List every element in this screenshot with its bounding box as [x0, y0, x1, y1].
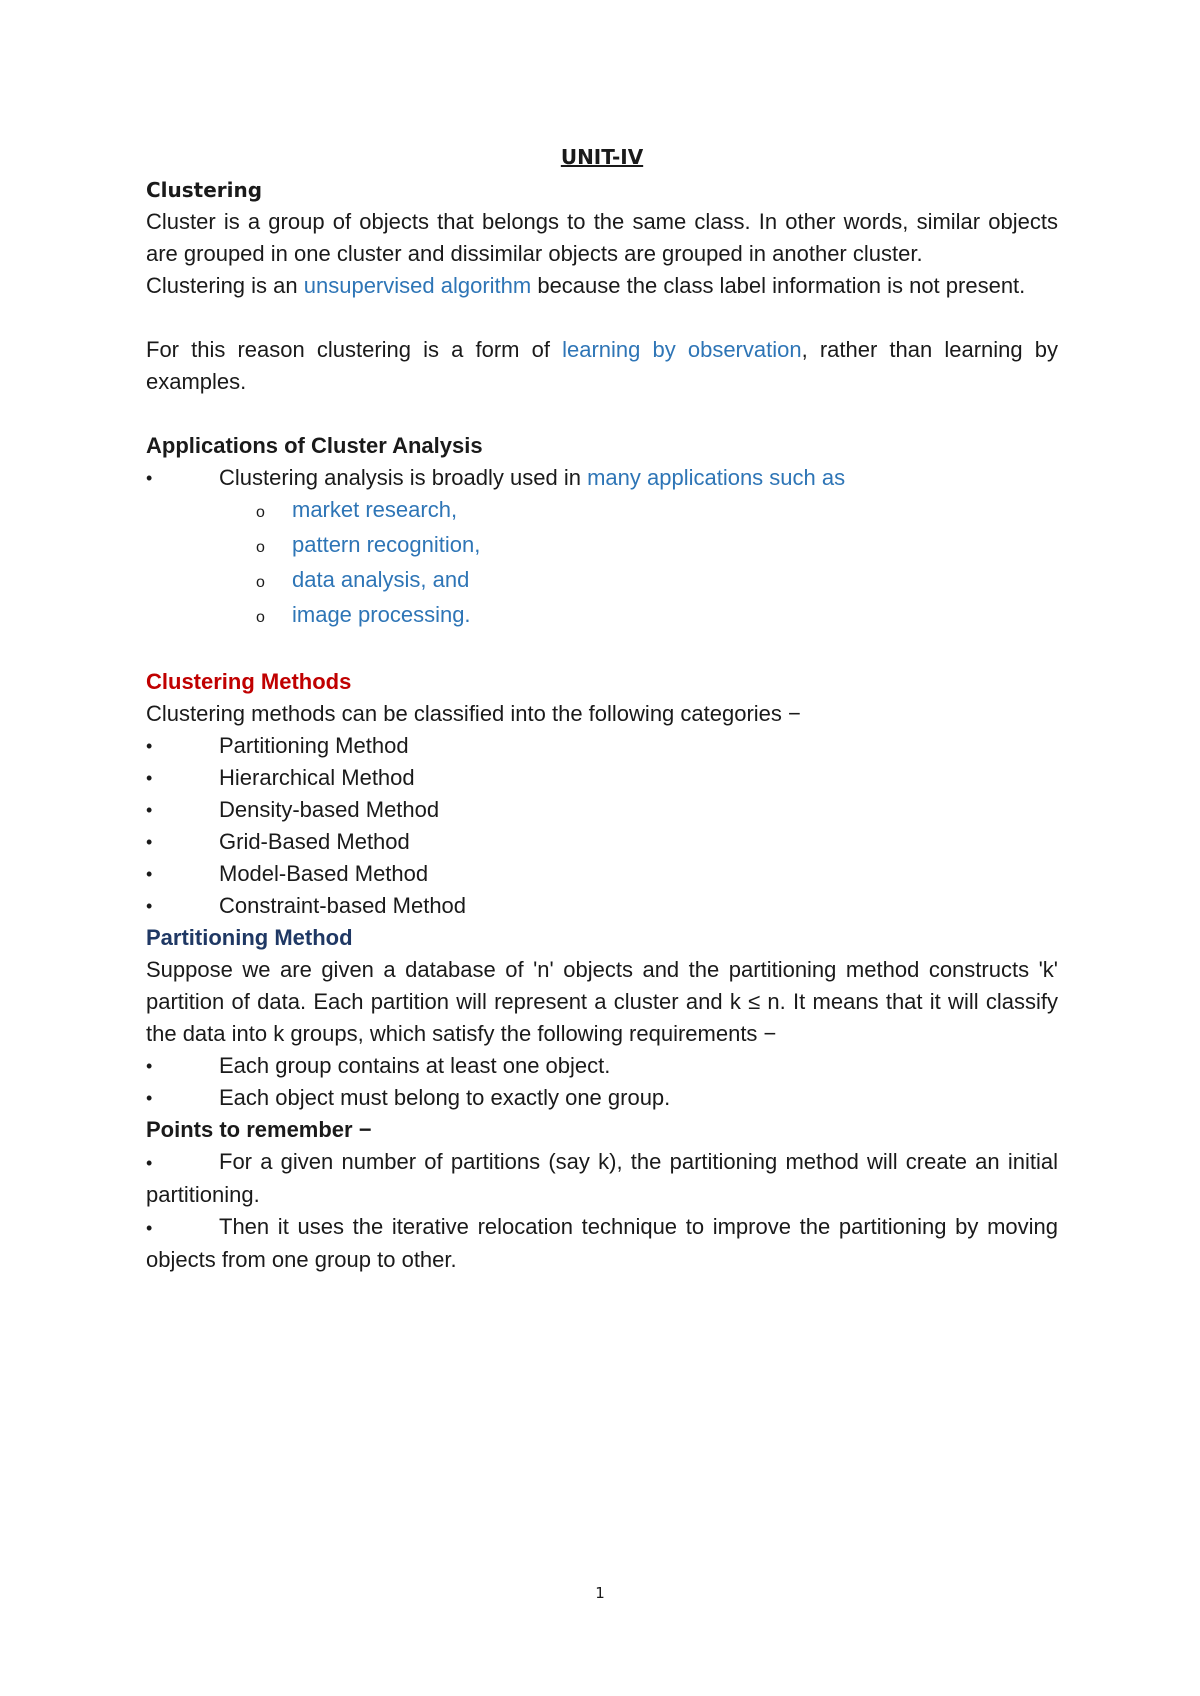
application-pattern-recognition-link[interactable]: pattern recognition, [292, 532, 481, 557]
bullet-marker: • [146, 768, 153, 788]
clustering-observation-paragraph: For this reason clustering is a form of learning by observation, rather than learning by examples. [146, 337, 1058, 394]
many-applications-link[interactable]: many applications such as [587, 465, 846, 490]
bullet-marker: • [146, 800, 153, 820]
application-image-processing-link[interactable]: image processing. [292, 602, 471, 627]
method-list-item: • Constraint-based Method [146, 890, 1058, 922]
applications-heading: Applications of Cluster Analysis [146, 433, 483, 458]
method-list-item: • Grid-Based Method [146, 826, 1058, 858]
clustering-definition: Cluster is a group of objects that belongs to the same class. In other words, similar objects are grouped in one cluster and dissimilar objects are grouped in another cluster. [146, 209, 1058, 266]
bullet-marker: • [146, 468, 153, 488]
application-market-research-link[interactable]: market research, [292, 497, 458, 522]
method-list-item: • Model-Based Method [146, 858, 1058, 890]
bullet-marker: • [146, 736, 153, 756]
point-list-item: • Then it uses the iterative relocation technique to improve the partitioning by moving objects from one group to other. [146, 1214, 1058, 1272]
requirement-list-item: • Each group contains at least one object. [146, 1050, 1058, 1082]
learning-by-observation-link[interactable]: learning by observation [562, 337, 802, 362]
method-list-item: • Partitioning Method [146, 730, 1058, 762]
bullet-marker: • [146, 1218, 153, 1238]
application-sub-item [146, 494, 1058, 529]
method-list-item: • Hierarchical Method [146, 762, 1058, 794]
method-list-item: • Density-based Method [146, 794, 1058, 826]
application-data-analysis-link[interactable]: data analysis, and [292, 567, 470, 592]
clustering-methods-heading: Clustering Methods [146, 669, 352, 694]
application-sub-item [146, 564, 1058, 599]
partitioning-description: Suppose we are given a database of 'n' objects and the partitioning method constructs 'k' partition of data. Each partition will represent a cluster and k ≤ n. It means that it will classify the data into k groups, which satisfy the following requirements − [146, 957, 1058, 1046]
unsupervised-algorithm-link[interactable]: unsupervised algorithm [303, 273, 532, 298]
applications-bullet: • Clustering analysis is broadly used in many applications such as [146, 462, 1058, 494]
page-number: 1 [595, 1584, 605, 1602]
sub-bullet-marker: o [256, 574, 265, 591]
point-list-item: • For a given number of partitions (say k), the partitioning method will create an initial partitioning. [146, 1149, 1058, 1207]
points-to-remember-heading: Points to remember − [146, 1117, 372, 1142]
clustering-unsupervised-paragraph: Clustering is an unsupervised algorithm because the class label information is not present. [146, 273, 1026, 298]
bullet-marker: • [146, 896, 153, 916]
sub-bullet-marker: o [256, 539, 265, 556]
clustering-heading: Clustering [146, 178, 263, 202]
bullet-marker: • [146, 1056, 153, 1076]
application-sub-item [146, 529, 1058, 564]
clustering-methods-intro: Clustering methods can be classified into the following categories − [146, 701, 801, 726]
bullet-marker: • [146, 832, 153, 852]
partitioning-method-heading: Partitioning Method [146, 925, 353, 950]
bullet-marker: • [146, 1088, 153, 1108]
sub-bullet-marker: o [256, 609, 265, 626]
requirement-list-item: • Each object must belong to exactly one group. [146, 1082, 1058, 1114]
bullet-marker: • [146, 1153, 153, 1173]
unit-title: UNIT-IV [560, 145, 644, 169]
bullet-marker: • [146, 864, 153, 884]
sub-bullet-marker: o [256, 504, 265, 521]
application-sub-item [146, 599, 1058, 634]
document-page [146, 140, 1058, 1276]
